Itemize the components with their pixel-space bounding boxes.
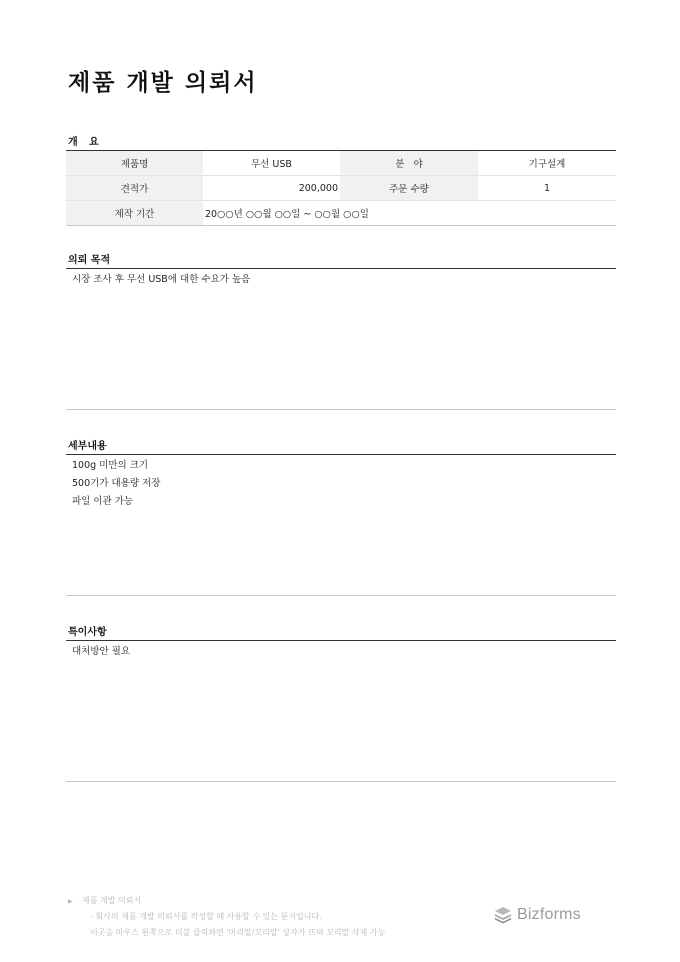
notes-heading: 특이사항 [68, 627, 107, 638]
details-bottom-rule [66, 595, 616, 596]
value-estimate: 200,000 [203, 176, 340, 201]
notes-bottom-rule [66, 781, 616, 782]
label-field: 분 야 [340, 151, 478, 176]
details-heading: 세부내용 [68, 441, 107, 452]
details-line: 100g 미만의 크기 [72, 460, 149, 471]
label-production-period: 제작 기간 [66, 201, 203, 226]
purpose-top-rule [66, 268, 616, 269]
label-estimate: 견적가 [66, 176, 203, 201]
details-line: 500기가 대용량 저장 [72, 478, 161, 489]
purpose-body [72, 271, 250, 289]
details-line: 파일 이관 가능 [72, 496, 134, 507]
value-field: 기구설계 [478, 151, 616, 176]
value-product-name: 무선 USB [203, 151, 340, 176]
footer[interactable] [68, 893, 385, 941]
value-production-period: 20○○년 ○○월 ○○일 ~ ○○월 ○○일 [203, 201, 616, 226]
purpose-heading: 의뢰 목적 [68, 255, 111, 266]
footer-title-line [68, 893, 385, 909]
notes-body [72, 643, 130, 661]
details-body [72, 457, 160, 511]
table-row [66, 176, 616, 201]
details-top-rule [66, 454, 616, 455]
label-order-quantity: 주문 수량 [340, 176, 478, 201]
bizforms-logo-icon [494, 906, 512, 924]
table-row [66, 151, 616, 176]
page-title: 제품 개발 의뢰서 [68, 70, 258, 96]
overview-heading: 개 요 [68, 137, 103, 148]
purpose-bottom-rule [66, 409, 616, 410]
purpose-line: 시장 조사 후 무선 USB에 대한 수요가 높음 [72, 274, 251, 285]
value-order-quantity: 1 [478, 176, 616, 201]
footer-description: - 회사의 제품 개발 의뢰서를 작성할 때 사용할 수 있는 문서입니다. [90, 912, 322, 921]
label-product-name: 제품명 [66, 151, 203, 176]
footer-instruction: 이곳을 마우스 왼쪽으로 더블 클릭하면 '머리말/꼬리말' 상자가 뜨며 꼬리말 삭제 가능 [90, 928, 386, 937]
bizforms-wordmark: Bizforms [517, 906, 581, 923]
footer-title: 제품 개발 의뢰서 [82, 896, 142, 905]
bizforms-logo [494, 906, 581, 924]
notes-top-rule [66, 640, 616, 641]
table-row [66, 201, 616, 226]
overview-table [66, 151, 616, 226]
notes-line: 대처방안 필요 [72, 646, 131, 657]
triangle-right-icon: ▶ [68, 898, 73, 905]
